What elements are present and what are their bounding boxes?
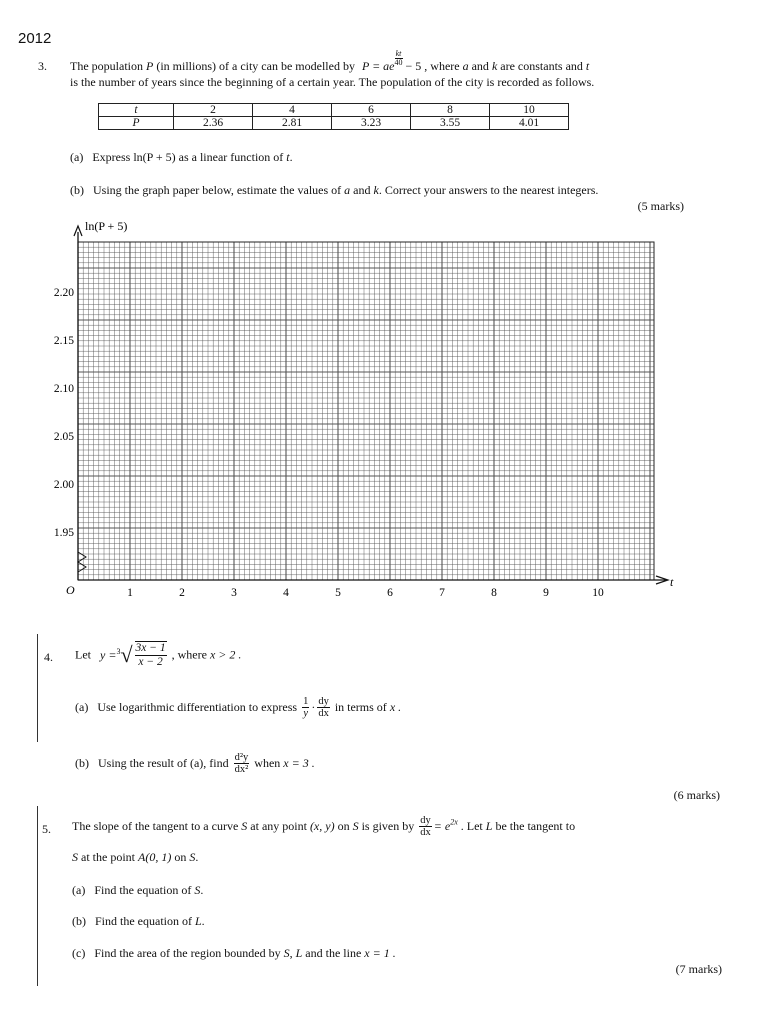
q3-part-b: (b) Using the graph paper below, estimate the values of a and k. Correct your answers to the nearest integers.: [70, 183, 599, 197]
x-tick-label: 3: [231, 587, 237, 599]
table-header-p: P: [99, 117, 174, 130]
x-tick-label: 10: [592, 587, 604, 599]
table-row-p: [99, 117, 569, 130]
x-tick-label: 8: [491, 587, 497, 599]
q4-statement: Let y =$^3$√ $\frac{3x - 1}{x - 2}$ , where x > 2 .: [75, 642, 242, 668]
q4-margin-bar: [37, 634, 38, 742]
axis-break-icon: [78, 552, 86, 572]
table-cell: 2.36: [174, 117, 253, 130]
q5-part-a: (a) Find the equation of S.: [72, 883, 204, 897]
q5-statement-line1: The slope of the tangent to a curve S at any point (x, y) on S is given by $\frac{dy}{dx}$ = $e^{2x}$ . Let L be the tangent to: [72, 815, 576, 838]
table-header-t: t: [99, 104, 174, 117]
q5-part-c: (c) Find the area of the region bounded by S, L and the line x = 1 .: [72, 946, 396, 960]
q5-statement-line2: S at the point A(0, 1) on S.: [72, 850, 199, 864]
q3-marks: (5 marks): [637, 199, 684, 213]
y-tick-labels: [54, 287, 74, 539]
table-cell: 2: [174, 104, 253, 117]
q3-intro-line2: is the number of years since the beginning of a certain year. The population of the city is recorded as follows.: [70, 75, 595, 89]
q3-intro-line1: The population P (in millions) of a city can be modelled by P = ae $\frac{kt}{40}$ − 5 , where a and k are constants and t: [70, 49, 590, 73]
x-tick-label: 6: [387, 587, 393, 599]
x-tick-labels: [127, 587, 604, 599]
q4-number: 4.: [44, 650, 53, 664]
y-tick-label: 2.15: [53, 335, 74, 347]
table-row-t: [99, 104, 569, 117]
origin-label: O: [66, 583, 75, 597]
x-tick-label: 7: [439, 587, 445, 599]
y-tick-label: 2.10: [53, 383, 74, 395]
q5-marks: (7 marks): [675, 962, 722, 976]
table-cell: 3.23: [332, 117, 411, 130]
y-tick-label: 2.00: [53, 479, 74, 491]
y-tick-label: 2.05: [53, 431, 74, 443]
grid-border: [78, 242, 654, 580]
grid-lines: [78, 242, 654, 580]
table-cell: 3.55: [411, 117, 490, 130]
q5-margin-bar: [37, 806, 38, 986]
y-axis-label: ln(P + 5): [85, 219, 128, 233]
graph-paper: [30, 214, 690, 604]
table-cell: 4: [253, 104, 332, 117]
x-tick-label: 5: [335, 587, 341, 599]
q3-part-a: (a) Express ln(P + 5) as a linear function of t.: [70, 150, 293, 164]
table-cell: 2.81: [253, 117, 332, 130]
q3-number: 3.: [38, 59, 47, 73]
q5-number: 5.: [42, 822, 51, 836]
q5-part-b: (b) Find the equation of L.: [72, 914, 205, 928]
q4-part-a: (a) Use logarithmic differentiation to express $\frac{1}{y}$ · $\frac{dy}{dx}$ in terms of x .: [75, 696, 402, 719]
x-tick-label: 2: [179, 587, 185, 599]
page-year: 2012: [18, 30, 52, 47]
table-cell: 8: [411, 104, 490, 117]
y-tick-label: 2.20: [53, 287, 74, 299]
q4-marks: (6 marks): [673, 788, 720, 802]
q4-part-b: (b) Using the result of (a), find $\frac{\text{d²y}}{\text{dx²}}$ when x = 3 .: [75, 752, 315, 775]
x-tick-label: 1: [127, 587, 133, 599]
table-cell: 10: [490, 104, 569, 117]
table-cell: 6: [332, 104, 411, 117]
x-tick-label: 4: [283, 587, 289, 599]
y-tick-label: 1.95: [53, 527, 74, 539]
table-cell: 4.01: [490, 117, 569, 130]
x-axis-label: t: [670, 575, 674, 589]
x-tick-label: 9: [543, 587, 549, 599]
population-table: [98, 103, 569, 130]
